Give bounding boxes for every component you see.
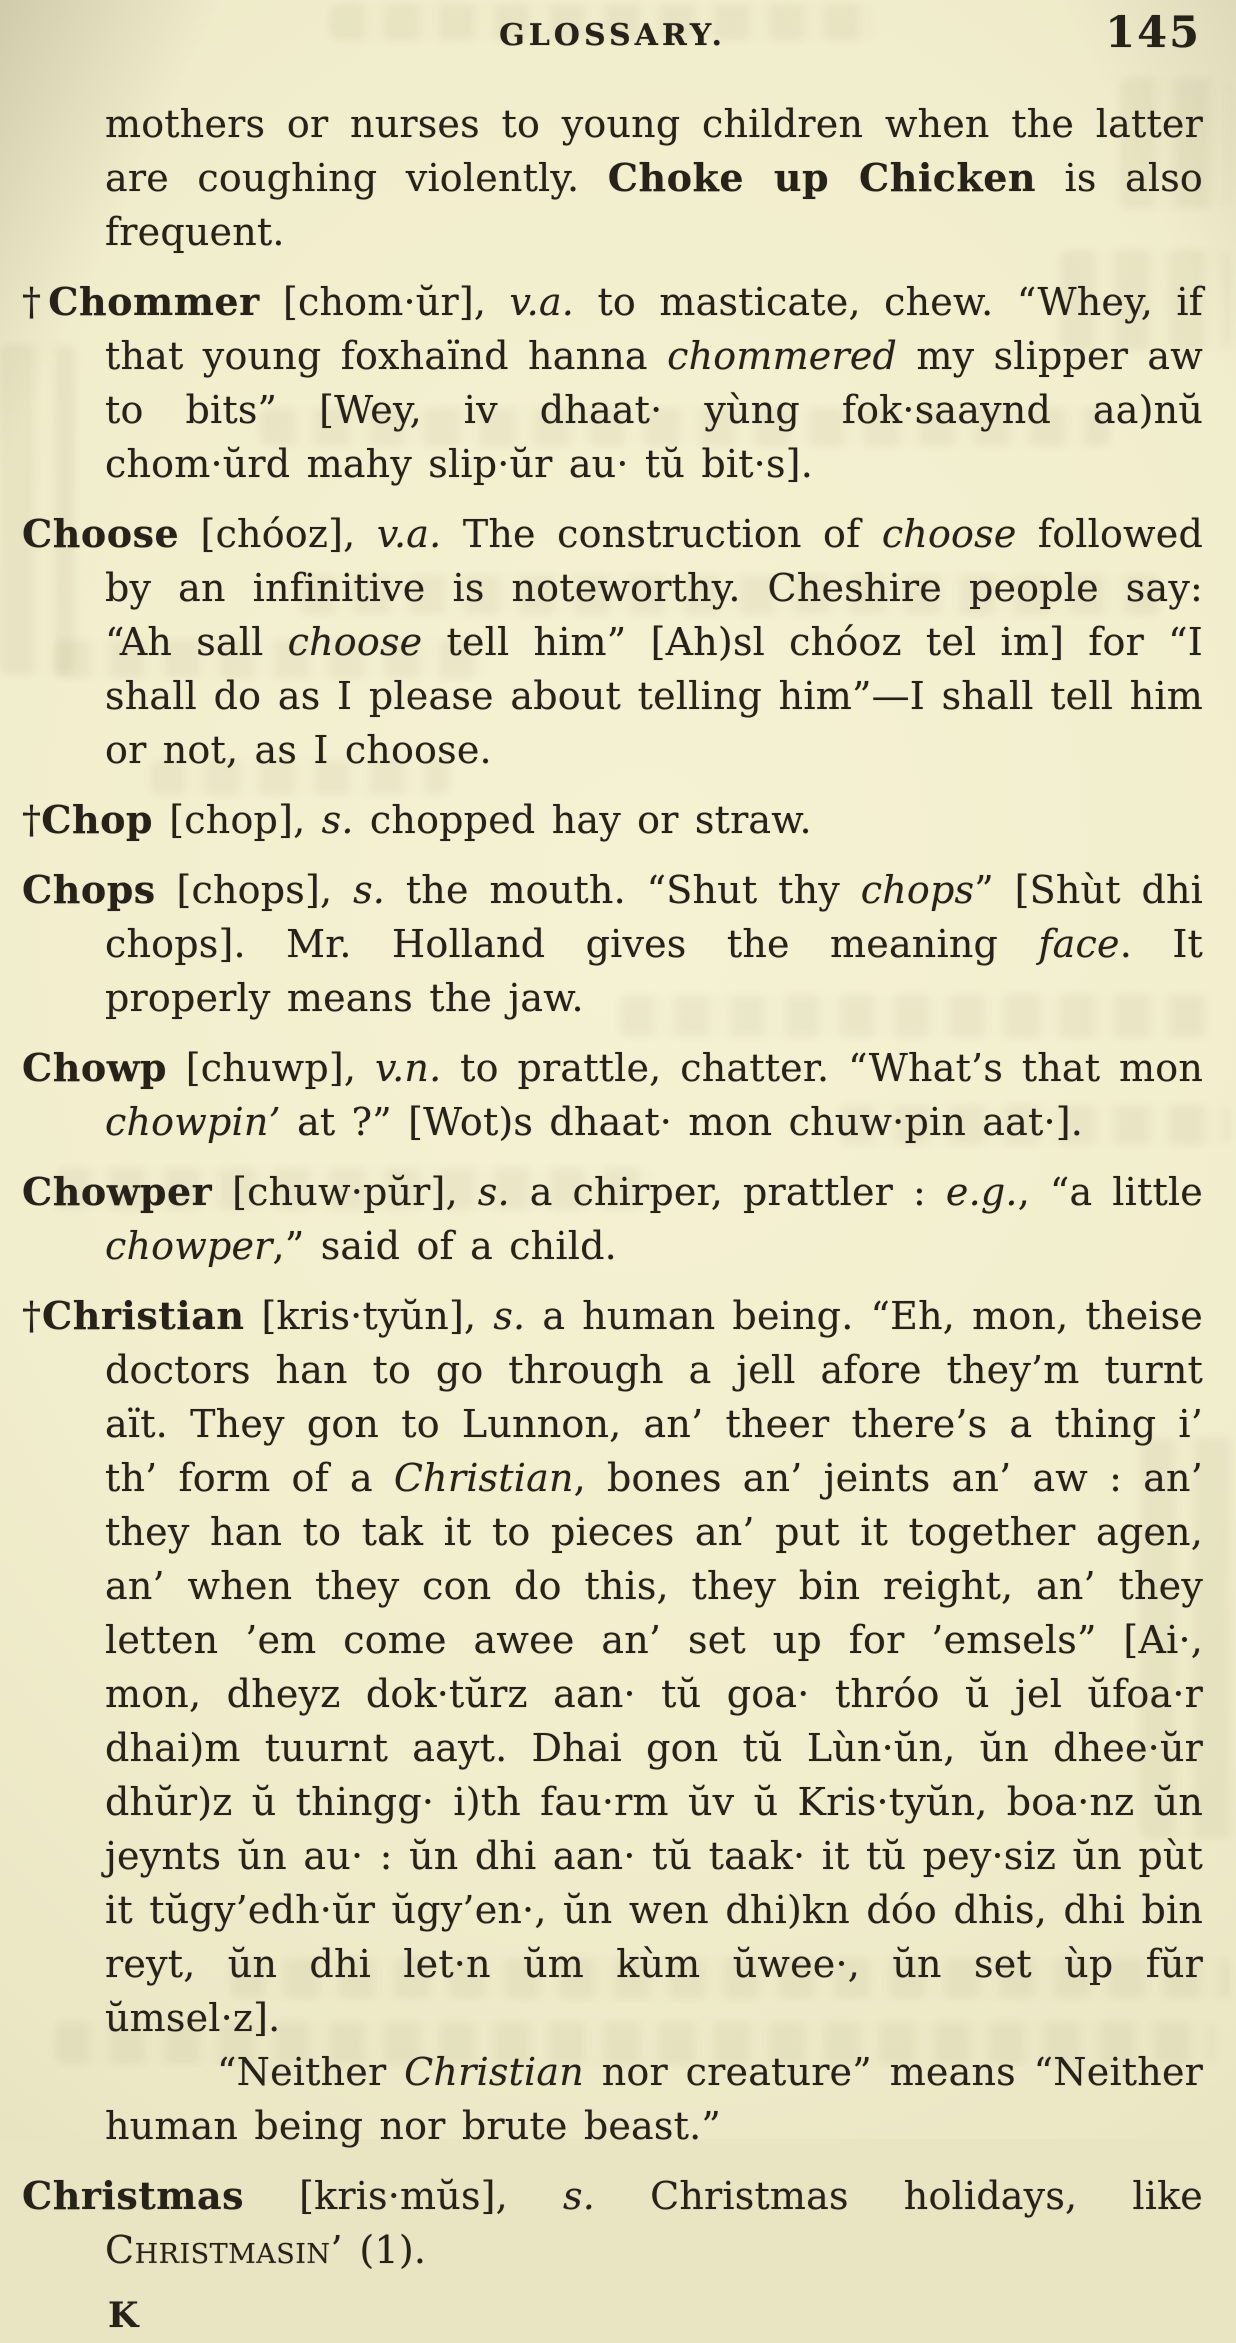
printer-signature-mark: K bbox=[108, 2295, 139, 2336]
entry-christmas: Christmas [kris·mŭs], s. Christmas holidays, like Christmasin’ (1). bbox=[22, 2173, 1203, 2272]
page-heading: GLOSSARY. bbox=[499, 18, 726, 53]
entry-chops: Chops [chops], s. the mouth. “Shut thy chops” [Shùt dhi chops]. Mr. Holland gives the meaning face. It properly means the jaw. bbox=[22, 867, 1204, 1020]
glossary-text-block bbox=[22, 97, 1203, 2343]
entry-chop: †Chop [chop], s. chopped hay or straw. bbox=[22, 797, 812, 842]
entry-christian-note: “Neither Christian nor creature” means “Neither human being nor brute beast.” bbox=[105, 2050, 1203, 2148]
entry-choose: Choose [chóoz], v.a. The construction of choose followed by an infinitive is noteworthy. Cheshire people say: “Ah sall choose tell him” [Ah)sl chóoz tel im] for “I shall do as I please about telling him”—I shall tell him or not, as I choose. bbox=[22, 511, 1204, 772]
entry-chowper: Chowper [chuw·pŭr], s. a chirper, prattler : e.g., “a little chowper,” said of a child. bbox=[22, 1169, 1203, 1268]
entry-chowp: Chowp [chuwp], v.n. to prattle, chatter. “What’s that mon chowpin’ at ?” [Wot)s dhaat· mon chuw·pin aat·]. bbox=[22, 1045, 1204, 1144]
page-number: 145 bbox=[1105, 8, 1201, 58]
entry-continuation-choke-up-chicken: mothers or nurses to young children when the latter are coughing violently. Choke up Chicken is also frequent. bbox=[105, 102, 1203, 254]
running-head bbox=[22, 10, 1203, 80]
entry-christian: †Christian [kris·tyŭn], s. a human being. “Eh, mon, theise doctors han to go through a jell afore they’m turnt aït. They gon to Lunnon, an’ theer there’s a thing i’ th’ form of a Christian, bones an’ jeints an’ aw : an’ they han to tak it to pieces an’ put it together agen, an’ when they con do this, they bin reight, an’ they letten ’em come awee an’ set up for ’emsels” [Ai·, mon, dheyz dok·tŭrz aan· tŭ goa· thróo ŭ jel ŭfoa·r dhai)m tuurnt aayt. Dhai gon tŭ Lùn·ŭn, ŭn dhee·ŭr dhŭr)z ŭ thingg· i)th fau·rm ŭv ŭ Kris·tyŭn, boa·nz ŭn jeynts ŭn au· : ŭn dhi aan· tŭ taak· it tŭ pey·siz ŭn pùt it tŭgy’edh·ŭr ŭgy’en·, ŭn wen dhi)kn dóo dhis, dhi bin reyt, ŭn dhi let·n ŭm kùm ŭwee·, ŭn set ùp fŭr ŭmsel·z]. bbox=[22, 1293, 1203, 2040]
entry-chommer: †Chommer [chom·ŭr], v.a. to masticate, chew. “Whey, if that young foxhaïnd hanna chommered my slipper aw to bits” [Wey, iv dhaat· yùng fok·saaynd aa)nŭ chom·ŭrd mahy slip·ŭr au· tŭ bit·s]. bbox=[22, 279, 1204, 486]
